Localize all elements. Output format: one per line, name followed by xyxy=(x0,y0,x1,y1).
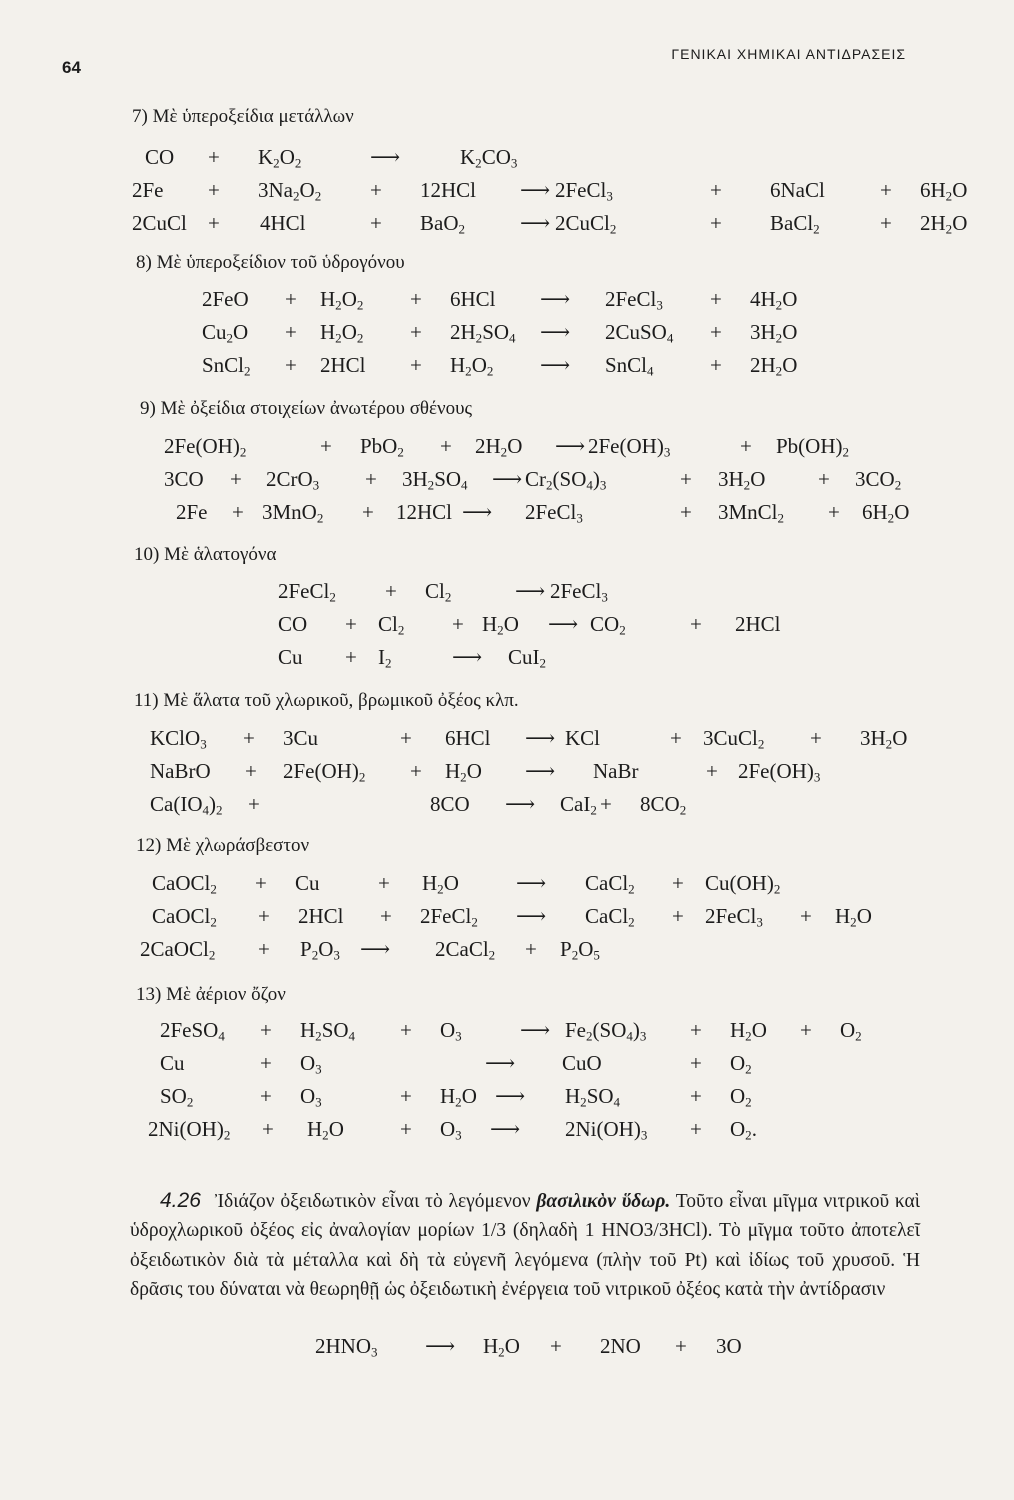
reaction-arrow: ⟶ xyxy=(520,178,551,202)
plus-sign: + xyxy=(550,1334,562,1358)
chemical-formula: 2Fe xyxy=(176,500,208,524)
plus-sign: + xyxy=(675,1334,687,1358)
plus-sign: + xyxy=(410,287,422,311)
chemical-formula: 2FeCl$_3$ xyxy=(555,178,613,204)
reaction-arrow: ⟶ xyxy=(540,353,571,377)
reaction-arrow: ⟶ xyxy=(505,792,536,816)
plus-sign: + xyxy=(208,211,220,235)
chemical-formula: 6HCl xyxy=(450,287,496,311)
chemical-formula: 3Cu xyxy=(283,726,319,750)
chemical-equation xyxy=(0,645,1014,675)
chemical-formula: $H_2SO_4$ xyxy=(565,1084,621,1110)
chemical-formula: Cu xyxy=(278,645,303,669)
chemical-equation xyxy=(0,612,1014,642)
plus-sign: + xyxy=(740,434,752,458)
section-heading: 12) Μὲ χλωράσβεστον xyxy=(136,835,310,856)
plus-sign: + xyxy=(410,353,422,377)
chemical-equation xyxy=(0,287,1014,317)
plus-sign: + xyxy=(345,645,357,669)
chemical-equation xyxy=(0,353,1014,383)
reaction-arrow: ⟶ xyxy=(525,726,556,750)
chemical-formula: 2FeO xyxy=(202,287,249,311)
chemical-formula: 2HCl xyxy=(298,904,344,928)
chemical-equation xyxy=(0,1084,1014,1114)
chemical-formula: SnCl$_4$ xyxy=(605,353,654,379)
chemical-formula: $H_2O_2$ xyxy=(450,353,494,379)
chemical-formula: $Pb(OH)_2$ xyxy=(776,434,850,460)
plus-sign: + xyxy=(410,320,422,344)
chemical-formula: $Cl_2$ xyxy=(378,612,405,638)
reaction-arrow: ⟶ xyxy=(492,467,523,491)
chemical-formula: 3CuCl$_2$ xyxy=(703,726,765,752)
chemical-formula: NaBrO xyxy=(150,759,211,783)
plus-sign: + xyxy=(672,904,684,928)
plus-sign: + xyxy=(365,467,377,491)
reaction-arrow: ⟶ xyxy=(520,1018,551,1042)
paragraph-4-26 xyxy=(130,1186,920,1304)
plus-sign: + xyxy=(230,467,242,491)
plus-sign: + xyxy=(370,178,382,202)
chemical-formula: $3CO_2$ xyxy=(855,467,902,493)
chemical-equation xyxy=(0,1117,1014,1147)
chemical-formula: $2H_2O$ xyxy=(475,434,523,460)
chemical-formula: CaI$_2$ xyxy=(560,792,597,818)
chemical-formula: $O_3$ xyxy=(440,1117,462,1143)
chemical-formula: $8CO_2$ xyxy=(640,792,687,818)
chemical-formula: 2FeCl$_2$ xyxy=(420,904,478,930)
chemical-formula: $SO_2$ xyxy=(160,1084,194,1110)
chemical-formula: $P_2O_3$ xyxy=(300,937,340,963)
chemical-formula: $2Fe(OH)_2$ xyxy=(164,434,247,460)
section-heading: 10) Μὲ ἁλατογόνα xyxy=(134,544,277,565)
chemical-formula: CaOCl$_2$ xyxy=(152,871,217,897)
chemical-formula: $I_2$ xyxy=(378,645,392,671)
chemical-formula: 3O xyxy=(716,1334,742,1358)
chemical-formula: $H_2O$ xyxy=(482,612,519,638)
plus-sign: + xyxy=(800,904,812,928)
chemical-equation xyxy=(0,579,1014,609)
chemical-formula: $H_2O$ xyxy=(422,871,459,897)
chemical-formula: $H_2O$ xyxy=(307,1117,344,1143)
chemical-formula: $6H_2O$ xyxy=(920,178,968,204)
plus-sign: + xyxy=(400,1117,412,1141)
chemical-formula: 2CuCl xyxy=(132,211,187,235)
plus-sign: + xyxy=(525,937,537,961)
chemical-equation xyxy=(0,145,1014,175)
chemical-formula: 2FeCl$_3$ xyxy=(525,500,583,526)
paragraph-text-after: Τοῦτο εἶναι μῖγμα νιτρικοῦ καὶ ὑδροχλωρικοῦ ὀξέος εἰς ἀναλογίαν μορίων 1/3 (δηλαδὴ 1 HNO3/3HCl). Τὸ μῖγμα τοῦτο ἀποτελεῖ ὀξειδωτικὸν διὰ τὰ μέταλλα καὶ δὴ τὰ εὐγενῆ λεγόμενα (πλὴν τοῦ Pt) καὶ ἰδίως τοῦ χρυσοῦ. Ἡ δρᾶσις του δύναται νὰ θεωρηθῇ ὡς ὀξειδωτικὴ ἐνέργεια τοῦ νιτρικοῦ ὀξέος κατὰ τὴν ἀντίδρασιν xyxy=(130,1191,921,1300)
chemical-formula: $H_2O$ xyxy=(445,759,482,785)
chemical-formula: CaOCl$_2$ xyxy=(152,904,217,930)
chemical-formula: $H_2O_2$ xyxy=(320,320,364,346)
chemical-formula: 2FeSO$_4$ xyxy=(160,1018,225,1044)
chemical-formula: CO xyxy=(145,145,175,169)
chemical-formula: $2Fe(OH)_2$ xyxy=(283,759,366,785)
chemical-formula: $O_2$ xyxy=(840,1018,862,1044)
chemical-formula: 2FeCl$_3$ xyxy=(705,904,763,930)
chemical-formula: 3MnCl$_2$ xyxy=(718,500,785,526)
chemical-equation xyxy=(0,792,1014,822)
plus-sign: + xyxy=(243,726,255,750)
reaction-arrow: ⟶ xyxy=(555,434,586,458)
chemical-equation xyxy=(0,1018,1014,1048)
chemical-formula: $Cr_2(SO_4)_3$ xyxy=(525,467,607,493)
chemical-equation xyxy=(0,320,1014,350)
chemical-formula: Cu xyxy=(295,871,320,895)
chemical-equation xyxy=(0,904,1014,934)
chemical-formula: $2Ni(OH)_2$ xyxy=(148,1117,231,1143)
plus-sign: + xyxy=(400,726,412,750)
plus-sign: + xyxy=(260,1018,272,1042)
plus-sign: + xyxy=(370,211,382,235)
plus-sign: + xyxy=(670,726,682,750)
plus-sign: + xyxy=(828,500,840,524)
plus-sign: + xyxy=(385,579,397,603)
plus-sign: + xyxy=(710,320,722,344)
chemical-formula: 3MnO$_2$ xyxy=(262,500,324,526)
chemical-formula: $Cu(OH)_2$ xyxy=(705,871,781,897)
chemical-formula: $H_2O$ xyxy=(835,904,872,930)
plus-sign: + xyxy=(208,178,220,202)
plus-sign: + xyxy=(880,178,892,202)
plus-sign: + xyxy=(690,612,702,636)
chemical-formula: KCl xyxy=(565,726,601,750)
section-heading: 11) Μὲ ἅλατα τοῦ χλωρικοῦ, βρωμικοῦ ὀξέος κλπ. xyxy=(134,690,519,711)
reaction-arrow: ⟶ xyxy=(452,645,483,669)
chemical-formula: BaCl$_2$ xyxy=(770,211,820,237)
chemical-formula: SnCl$_2$ xyxy=(202,353,251,379)
plus-sign: + xyxy=(208,145,220,169)
reaction-arrow: ⟶ xyxy=(540,320,571,344)
plus-sign: + xyxy=(690,1117,702,1141)
chemical-formula: $P_2O_5$ xyxy=(560,937,600,963)
chemical-formula: $O_2$ xyxy=(730,1051,752,1077)
plus-sign: + xyxy=(690,1051,702,1075)
chemical-formula: $3H_2SO_4$ xyxy=(402,467,468,493)
reaction-arrow: ⟶ xyxy=(370,145,401,169)
chemical-formula: $H_2SO_4$ xyxy=(300,1018,356,1044)
reaction-arrow: ⟶ xyxy=(490,1117,521,1141)
plus-sign: + xyxy=(680,500,692,524)
reaction-arrow: ⟶ xyxy=(520,211,551,235)
chemical-equation xyxy=(0,871,1014,901)
reaction-arrow: ⟶ xyxy=(515,579,546,603)
plus-sign: + xyxy=(320,434,332,458)
chemical-formula: 2CaOCl$_2$ xyxy=(140,937,216,963)
chemical-equation xyxy=(0,434,1014,464)
chemical-formula: $Fe_2(SO_4)_3$ xyxy=(565,1018,647,1044)
paragraph-emphasis: βασιλικὸν ὕδωρ. xyxy=(536,1191,671,1212)
plus-sign: + xyxy=(362,500,374,524)
plus-sign: + xyxy=(262,1117,274,1141)
chemical-formula: 4HCl xyxy=(260,211,306,235)
plus-sign: + xyxy=(255,871,267,895)
reaction-arrow: ⟶ xyxy=(548,612,579,636)
chemical-equation xyxy=(0,500,1014,530)
section-heading: 13) Μὲ ἀέριον ὄζον xyxy=(136,984,286,1005)
plus-sign: + xyxy=(810,726,822,750)
plus-sign: + xyxy=(880,211,892,235)
chemical-formula: 2HCl xyxy=(320,353,366,377)
chemical-formula: $2Fe(OH)_3$ xyxy=(738,759,821,785)
chemical-formula: $O_2$ xyxy=(730,1084,752,1110)
chemical-formula: 2Fe xyxy=(132,178,164,202)
chemical-formula: Cu xyxy=(160,1051,185,1075)
reaction-arrow: ⟶ xyxy=(525,759,556,783)
chemical-formula: $O_2$. xyxy=(730,1117,757,1143)
chemical-formula: $H_2O$ xyxy=(483,1334,520,1360)
chemical-formula: $3H_2O$ xyxy=(718,467,766,493)
chemical-formula: $H_2O_2$ xyxy=(320,287,364,313)
chemical-formula: BaO$_2$ xyxy=(420,211,466,237)
plus-sign: + xyxy=(680,467,692,491)
chemical-equation xyxy=(0,1051,1014,1081)
plus-sign: + xyxy=(400,1018,412,1042)
chemical-formula: 2HCl xyxy=(735,612,781,636)
chemical-formula: $2Ni(OH)_3$ xyxy=(565,1117,648,1143)
reaction-arrow: ⟶ xyxy=(516,871,547,895)
plus-sign: + xyxy=(452,612,464,636)
chemical-formula: CuI$_2$ xyxy=(508,645,547,671)
chemical-formula: 8CO xyxy=(430,792,470,816)
plus-sign: + xyxy=(800,1018,812,1042)
chemical-formula: CaCl$_2$ xyxy=(585,871,635,897)
chemical-formula: CaCl$_2$ xyxy=(585,904,635,930)
plus-sign: + xyxy=(378,871,390,895)
reaction-arrow: ⟶ xyxy=(425,1334,456,1358)
paragraph-number: 4.26 xyxy=(160,1189,201,1212)
chemical-formula: $2Fe(OH)_3$ xyxy=(588,434,671,460)
chemical-formula: 2NO xyxy=(600,1334,641,1358)
final-equation xyxy=(0,1334,1014,1364)
chemical-formula: 12HCl xyxy=(420,178,477,202)
plus-sign: + xyxy=(710,211,722,235)
chemical-formula: 3CO xyxy=(164,467,204,491)
reaction-arrow: ⟶ xyxy=(516,904,547,928)
plus-sign: + xyxy=(380,904,392,928)
chemical-formula: KClO$_3$ xyxy=(150,726,207,752)
chemical-formula: 2FeCl$_3$ xyxy=(550,579,608,605)
plus-sign: + xyxy=(600,792,612,816)
plus-sign: + xyxy=(258,904,270,928)
chemical-formula: $K_2O_2$ xyxy=(258,145,302,171)
chemical-formula: $2HNO_3$ xyxy=(315,1334,378,1360)
plus-sign: + xyxy=(690,1018,702,1042)
plus-sign: + xyxy=(706,759,718,783)
chemical-formula: 2CaCl$_2$ xyxy=(435,937,496,963)
chemical-formula: $CO_2$ xyxy=(590,612,626,638)
chemical-formula: $2H_2O$ xyxy=(750,353,798,379)
chemical-formula: NaBr xyxy=(593,759,639,783)
chemical-equation xyxy=(0,937,1014,967)
reaction-arrow: ⟶ xyxy=(485,1051,516,1075)
paragraph-text-before: Ἰδιάζον ὀξειδωτικὸν εἶναι τὸ λεγόμενον xyxy=(214,1191,531,1212)
plus-sign: + xyxy=(285,320,297,344)
section-heading: 7) Μὲ ὑπεροξείδια μετάλλων xyxy=(132,106,354,127)
plus-sign: + xyxy=(232,500,244,524)
chemical-formula: $H_2O$ xyxy=(440,1084,477,1110)
chemical-formula: $3H_2O$ xyxy=(860,726,908,752)
chemical-formula: $H_2O$ xyxy=(730,1018,767,1044)
chemical-formula: 2CuSO$_4$ xyxy=(605,320,674,346)
running-head: ΓΕΝΙΚΑΙ ΧΗΜΙΚΑΙ ΑΝΤΙΔΡΑΣΕΙΣ xyxy=(671,46,906,62)
chemical-formula: $O_3$ xyxy=(300,1051,322,1077)
chemical-formula: 2FeCl$_2$ xyxy=(278,579,336,605)
reaction-arrow: ⟶ xyxy=(462,500,493,524)
chemical-formula: CO xyxy=(278,612,308,636)
chemical-formula: $O_3$ xyxy=(440,1018,462,1044)
section-heading: 9) Μὲ ὀξείδια στοιχείων ἀνωτέρου σθένους xyxy=(140,398,473,419)
page-number: 64 xyxy=(62,58,81,77)
chemical-formula: PbO$_2$ xyxy=(360,434,404,460)
plus-sign: + xyxy=(710,353,722,377)
plus-sign: + xyxy=(260,1051,272,1075)
plus-sign: + xyxy=(400,1084,412,1108)
chemical-formula: $6H_2O$ xyxy=(862,500,910,526)
plus-sign: + xyxy=(710,287,722,311)
chemical-equation xyxy=(0,178,1014,208)
chemical-equation xyxy=(0,211,1014,241)
plus-sign: + xyxy=(258,937,270,961)
plus-sign: + xyxy=(410,759,422,783)
plus-sign: + xyxy=(285,287,297,311)
plus-sign: + xyxy=(710,178,722,202)
plus-sign: + xyxy=(818,467,830,491)
chemical-equation xyxy=(0,467,1014,497)
plus-sign: + xyxy=(260,1084,272,1108)
reaction-arrow: ⟶ xyxy=(360,937,391,961)
chemical-formula: $O_3$ xyxy=(300,1084,322,1110)
plus-sign: + xyxy=(345,612,357,636)
chemical-equation xyxy=(0,759,1014,789)
chemical-formula: $Cl_2$ xyxy=(425,579,452,605)
plus-sign: + xyxy=(440,434,452,458)
chemical-formula: 2CuCl$_2$ xyxy=(555,211,617,237)
section-heading: 8) Μὲ ὑπεροξείδιον τοῦ ὑδρογόνου xyxy=(136,252,405,273)
plus-sign: + xyxy=(690,1084,702,1108)
chemical-equation xyxy=(0,726,1014,756)
chemical-formula: 6HCl xyxy=(445,726,491,750)
plus-sign: + xyxy=(672,871,684,895)
chemical-formula: 2FeCl$_3$ xyxy=(605,287,663,313)
chemical-formula: 12HCl xyxy=(396,500,453,524)
chemical-formula: $Ca(IO_4)_2$ xyxy=(150,792,223,818)
chemical-formula: $3Na_2O_2$ xyxy=(258,178,322,204)
chemical-formula: $2H_2SO_4$ xyxy=(450,320,516,346)
chemical-formula: $3H_2O$ xyxy=(750,320,798,346)
chemical-formula: $Cu_2O$ xyxy=(202,320,249,346)
chemical-formula: $2H_2O$ xyxy=(920,211,968,237)
reaction-arrow: ⟶ xyxy=(495,1084,526,1108)
chemical-formula: 2CrO$_3$ xyxy=(266,467,320,493)
plus-sign: + xyxy=(248,792,260,816)
chemical-formula: 6NaCl xyxy=(770,178,825,202)
plus-sign: + xyxy=(245,759,257,783)
chemical-formula: $4H_2O$ xyxy=(750,287,798,313)
chemical-formula: CuO xyxy=(562,1051,602,1075)
plus-sign: + xyxy=(285,353,297,377)
reaction-arrow: ⟶ xyxy=(540,287,571,311)
chemical-formula: $K_2CO_3$ xyxy=(460,145,518,171)
